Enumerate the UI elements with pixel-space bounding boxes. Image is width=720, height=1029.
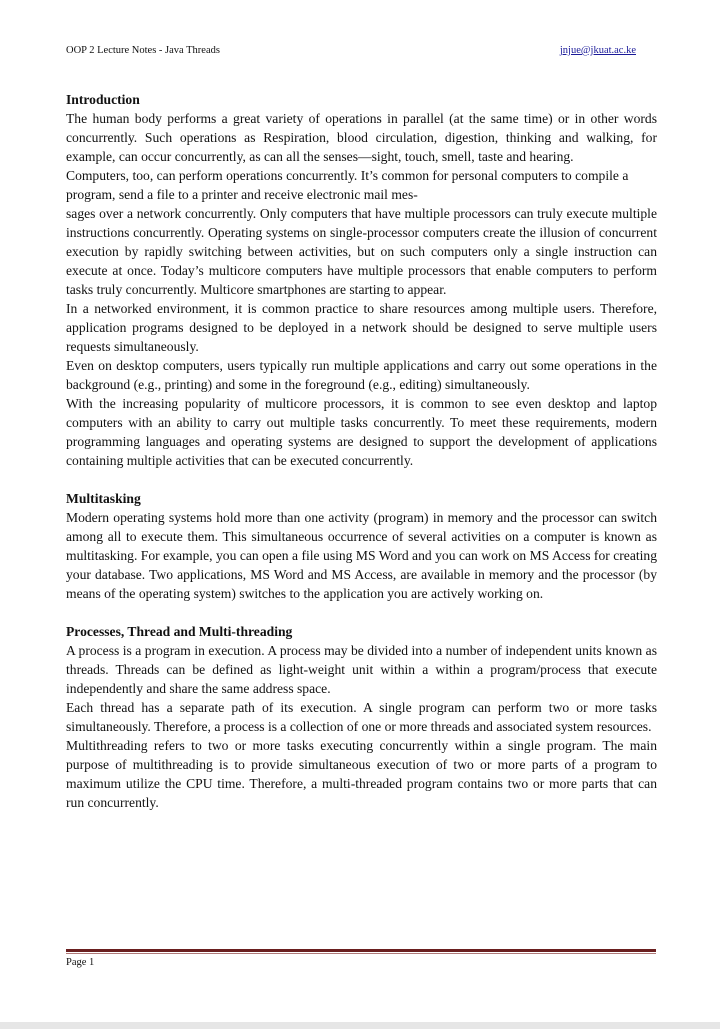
paragraph: Computers, too, can perform operations concurrently. It’s common for personal computers to compile a program, send a file to a printer and receive electronic mail mes- (66, 168, 629, 202)
document-body (66, 90, 657, 831)
paragraph: sages over a network concurrently. Only computers that have multiple processors can truly execute multiple instructions concurrently. Operating systems on single-processor computers create the illusion of concurrent execution by rapidly switching between activities, but on such computers only a single instruction can execute at once. Today’s multicore computers have multiple processors that enable computers to perform tasks truly concurrently. Multicore smartphones are starting to appear. (66, 206, 657, 297)
footer-rule-dark (66, 949, 656, 952)
section-heading: Processes, Thread and Multi-threading (66, 624, 293, 639)
footer-rule (66, 949, 656, 954)
paragraph: Multithreading refers to two or more tasks executing concurrently within a single program. The main purpose of multithreading is to provide simultaneous execution of two or more parts of a program to maximum utilize the CPU time. Therefore, a multi-threaded program contains two or more parts that can run concurrently. (66, 738, 657, 810)
header-title: OOP 2 Lecture Notes - Java Threads (66, 45, 220, 56)
section-introduction (66, 90, 657, 470)
paragraph: In a networked environment, it is common practice to share resources among multiple users. Therefore, application programs designed to be deployed in a network should be designed to serve multiple users requests simultaneously. (66, 301, 657, 354)
header-email-link[interactable]: jnjue@jkuat.ac.ke (559, 45, 636, 56)
paragraph: With the increasing popularity of multicore processors, it is common to see even desktop and laptop computers with an ability to carry out multiple tasks concurrently. To meet these requirements, modern programming languages and operating systems are designed to support the development of applications containing multiple activities that can be executed concurrently. (66, 396, 657, 468)
viewer-background (0, 1022, 720, 1029)
section-heading: Multitasking (66, 491, 141, 506)
paragraph: A process is a program in execution. A process may be divided into a number of independent units known as threads. Threads can be defined as light-weight unit within a within a program/process that execute independently and share the same address space. (66, 643, 657, 696)
paragraph: Even on desktop computers, users typically run multiple applications and carry out some operations in the background (e.g., printing) and some in the foreground (e.g., editing) simultaneously. (66, 358, 657, 392)
paragraph: Each thread has a separate path of its execution. A single program can perform two or more tasks simultaneously. Therefore, a process is a collection of one or more threads and associated system resources. (66, 700, 657, 734)
paragraph: Modern operating systems hold more than one activity (program) in memory and the processor can switch among all to execute them. This simultaneous occurrence of several activities on a computer is known as multitasking. For example, you can open a file using MS Word and you can work on MS Access for creating your database. Two applications, MS Word and MS Access, are available in memory and the processor (by means of the operating system) switches to the application you are actively working on. (66, 510, 657, 601)
section-multitasking (66, 489, 657, 603)
page-number: Page 1 (66, 957, 95, 968)
section-processes-threads (66, 622, 657, 812)
footer-rule-light (66, 953, 656, 954)
section-heading: Introduction (66, 92, 140, 107)
page-header (66, 45, 636, 61)
paragraph: The human body performs a great variety of operations in parallel (at the same time) or in other words concurrently. Such operations as Respiration, blood circulation, digestion, thinking and walking, for example, can occur concurrently, as can all the senses—sight, touch, smell, taste and hearing. (66, 111, 657, 164)
